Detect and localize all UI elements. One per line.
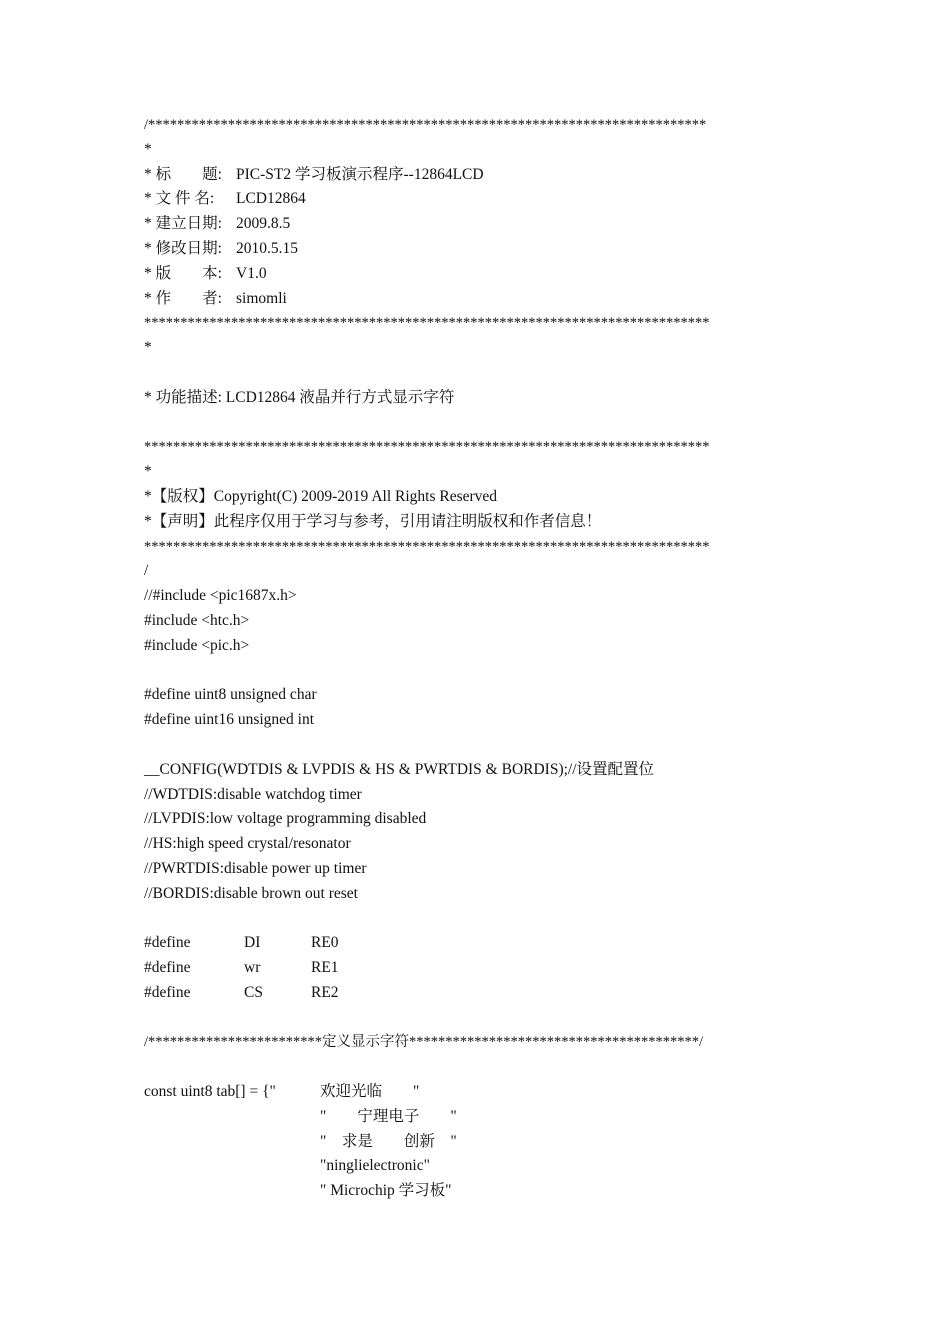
blank-line <box>144 361 824 386</box>
declaration-line: *【声明】此程序仅用于学习与参考，引用请注明版权和作者信息！ <box>144 512 602 530</box>
table-string: " Microchip 学习板" <box>320 1182 452 1200</box>
header-value: V1.0 <box>236 264 267 282</box>
banner-star: * <box>144 339 152 357</box>
blank-line <box>144 1006 824 1031</box>
header-title-row <box>144 163 824 188</box>
define-name: wr <box>244 959 261 977</box>
header-value: PIC-ST2 学习板演示程序--12864LCD <box>236 165 484 183</box>
type-define-line: #define uint8 unsigned char <box>144 686 317 704</box>
banner-mid-2: ****************************************************************************** <box>144 439 710 456</box>
config-comment: //HS:high speed crystal/resonator <box>144 835 351 853</box>
header-modified-row <box>144 237 824 262</box>
blank-line <box>144 733 824 758</box>
banner-top: /***************************************************************************** <box>144 117 707 133</box>
blank-line <box>144 907 824 932</box>
config-comment: //WDTDIS:disable watchdog timer <box>144 785 362 803</box>
pin-define-row <box>144 956 824 981</box>
define-value: RE2 <box>311 983 339 1001</box>
define-name: DI <box>244 934 261 952</box>
header-label: * 标 题: <box>144 165 222 183</box>
header-author-row <box>144 287 824 312</box>
include-line: //#include <pic1687x.h> <box>144 587 297 605</box>
include-line: #include <pic.h> <box>144 636 250 654</box>
define-keyword: #define <box>144 934 191 952</box>
copyright-line: *【版权】Copyright(C) 2009-2019 All Rights Reserved <box>144 487 498 505</box>
header-label: * 建立日期: <box>144 215 222 233</box>
config-comment: //PWRTDIS:disable power up timer <box>144 859 367 877</box>
table-row <box>144 1179 824 1204</box>
code-document <box>144 113 824 1204</box>
banner-close-slash: / <box>144 562 149 580</box>
table-string: " 求是 创新 " <box>320 1132 457 1150</box>
banner-mid-1: ****************************************************************************** <box>144 315 710 332</box>
pin-define-row <box>144 981 824 1006</box>
table-string: " 宁理电子 " <box>320 1107 457 1125</box>
header-value: LCD12864 <box>236 190 306 208</box>
define-name: CS <box>244 983 263 1001</box>
function-description: * 功能描述: LCD12864 液晶并行方式显示字符 <box>144 388 455 406</box>
header-label: * 文 件 名: <box>144 190 215 208</box>
section-comment: /************************定义显示字符****************************************/ <box>144 1034 704 1051</box>
table-string: 欢迎光临 " <box>320 1083 420 1101</box>
table-row <box>144 1154 824 1179</box>
blank-line <box>144 659 824 684</box>
type-define-line: #define uint16 unsigned int <box>144 711 315 729</box>
pin-define-row <box>144 931 824 956</box>
table-row <box>144 1130 824 1155</box>
header-value: 2009.8.5 <box>236 215 291 233</box>
header-value: simomli <box>236 289 287 307</box>
banner-star: * <box>144 140 152 158</box>
header-label: * 作 者: <box>144 289 222 307</box>
config-comment: //LVPDIS:low voltage programming disabled <box>144 810 427 828</box>
blank-line <box>144 411 824 436</box>
header-version-row <box>144 262 824 287</box>
header-label: * 修改日期: <box>144 239 222 257</box>
define-value: RE0 <box>311 934 339 952</box>
banner-star: * <box>144 463 152 481</box>
header-label: * 版 本: <box>144 264 222 282</box>
blank-line <box>144 1055 824 1080</box>
config-line: __CONFIG(WDTDIS & LVPDIS & HS & PWRTDIS & BORDIS);//设置配置位 <box>144 760 655 778</box>
banner-mid-3: ****************************************************************************** <box>144 538 710 555</box>
header-value: 2010.5.15 <box>236 239 298 257</box>
table-declaration: const uint8 tab[] = {" <box>144 1083 276 1101</box>
include-line: #include <htc.h> <box>144 611 250 629</box>
define-keyword: #define <box>144 959 191 977</box>
table-row <box>144 1105 824 1130</box>
define-value: RE1 <box>311 959 339 977</box>
header-created-row <box>144 212 824 237</box>
config-comment: //BORDIS:disable brown out reset <box>144 884 358 902</box>
table-row-first <box>144 1080 824 1105</box>
table-string: "ninglielectronic" <box>320 1157 430 1175</box>
define-keyword: #define <box>144 983 191 1001</box>
header-filename-row <box>144 187 824 212</box>
